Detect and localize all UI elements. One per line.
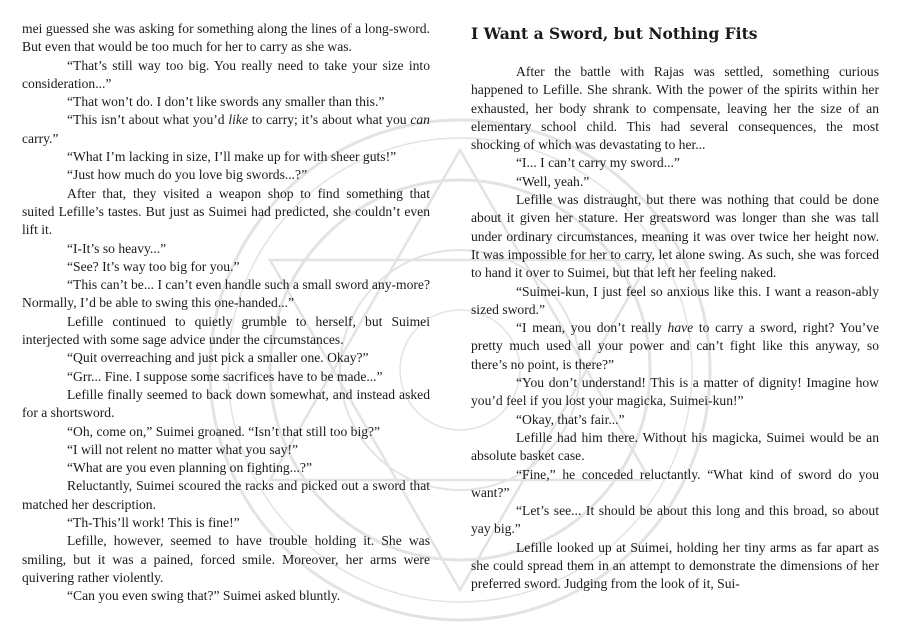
paragraph: “I... I can’t carry my sword...” xyxy=(516,155,680,171)
paragraph: “See? It’s way too big for you.” xyxy=(67,258,240,274)
paragraph: “Let’s see... It should be about this long and this broad, so about yay big.” xyxy=(471,503,879,537)
paragraph: After that, they visited a weapon shop to find something that suited Lefille’s tastes. But just as Suimei had predicted, she couldn’t even lift it. xyxy=(22,185,430,238)
paragraph: “I-It’s so heavy...” xyxy=(67,240,167,256)
paragraph: Lefille had him there. Without his magicka, Suimei would be an absolute basket case. xyxy=(471,429,879,464)
paragraph: “Quit overreaching and just pick a smaller one. Okay?” xyxy=(67,350,369,366)
paragraph: Reluctantly, Suimei scoured the racks and picked out a sword that matched her description. xyxy=(22,478,430,512)
paragraph: “That won’t do. I don’t like swords any smaller than this.” xyxy=(67,94,385,110)
paragraph: Lefille, however, seemed to have trouble holding it. She was smiling, but it was a pained, forced smile. Moreover, her arms were quivering rather violently. xyxy=(22,533,430,585)
emphasis: like xyxy=(228,112,248,128)
paragraph: Lefille finally seemed to back down somewhat, and instead asked for a shortsword. xyxy=(22,386,430,421)
paragraph: “I will not relent no matter what you say!” xyxy=(67,441,299,457)
paragraph: “Grr... Fine. I suppose some sacrifices have to be made...” xyxy=(67,368,383,384)
paragraph: “What are you even planning on fighting...?” xyxy=(67,460,312,476)
paragraph: “What I’m lacking in size, I’ll make up for with sheer guts!” xyxy=(67,149,397,165)
paragraph: After the battle with Rajas was settled, something curious happened to Lefille. She shrank. With the power of the spirits within her exhausted, her body shrank to compensate, leaving her the size of an elementary school child. This had several consequences, the most shocking of which was devastating to her... xyxy=(471,64,879,153)
paragraph: “This isn’t about what you’d like to carry; it’s about what you can carry.” xyxy=(22,112,430,146)
paragraph: “Okay, that’s fair...” xyxy=(516,411,625,427)
paragraph: “Just how much do you love big swords...?” xyxy=(67,167,308,183)
paragraph: Lefille was distraught, but there was nothing that could be done about it given her stature. Her greatsword was longer than she was tall under ordinary circumstances, meaning it was over twice her height now. It was impossible for her to carry, let alone swing. As such, she was forced to hand it over to Suimei, but that left her feeling naked. xyxy=(471,192,879,281)
paragraph: “I mean, you don’t really have to carry a sword, right? You’ve pretty much used all your power and can’t fight like this anyway, so there’s no point, is there?” xyxy=(471,320,879,372)
paragraph: “Th-This’ll work! This is fine!” xyxy=(67,515,240,531)
paragraph: “That’s still way too big. You really need to take your size into consideration...” xyxy=(22,57,430,91)
paragraph: “Well, yeah.” xyxy=(516,173,590,189)
paragraph: “You don’t understand! This is a matter of dignity! Imagine how you’d feel if you lost your magicka, Suimei-kun!” xyxy=(471,375,879,409)
paragraph: mei guessed she was asking for something along the lines of a long-sword. But even that would be too much for her to carry as she was. xyxy=(22,21,430,55)
chapter-title: I Want a Sword, but Nothing Fits xyxy=(471,24,758,43)
paragraph: “Can you even swing that?” Suimei asked bluntly. xyxy=(67,588,341,604)
right-page-body xyxy=(471,63,879,594)
left-page xyxy=(22,20,430,606)
right-page xyxy=(471,24,879,594)
emphasis: have xyxy=(667,320,694,336)
paragraph: Lefille looked up at Suimei, holding her tiny arms as far apart as she could spread them in an attempt to demonstrate the dimensions of her preferred sword. Judging from the look of it, Sui- xyxy=(471,539,879,592)
paragraph: “Suimei-kun, I just feel so anxious like this. I want a reason-ably sized sword.” xyxy=(471,283,879,317)
paragraph: “Fine,” he conceded reluctantly. “What kind of sword do you want?” xyxy=(471,466,879,500)
paragraph: “Oh, come on,” Suimei groaned. “Isn’t that still too big?” xyxy=(67,423,381,439)
paragraph: Lefille continued to quietly grumble to herself, but Suimei interjected with some sage advice under the circumstances. xyxy=(22,313,430,348)
paragraph: “This can’t be... I can’t even handle such a small sword any-more? Normally, I’d be able to swing this one-handed...” xyxy=(22,277,430,311)
emphasis: can xyxy=(410,112,430,128)
